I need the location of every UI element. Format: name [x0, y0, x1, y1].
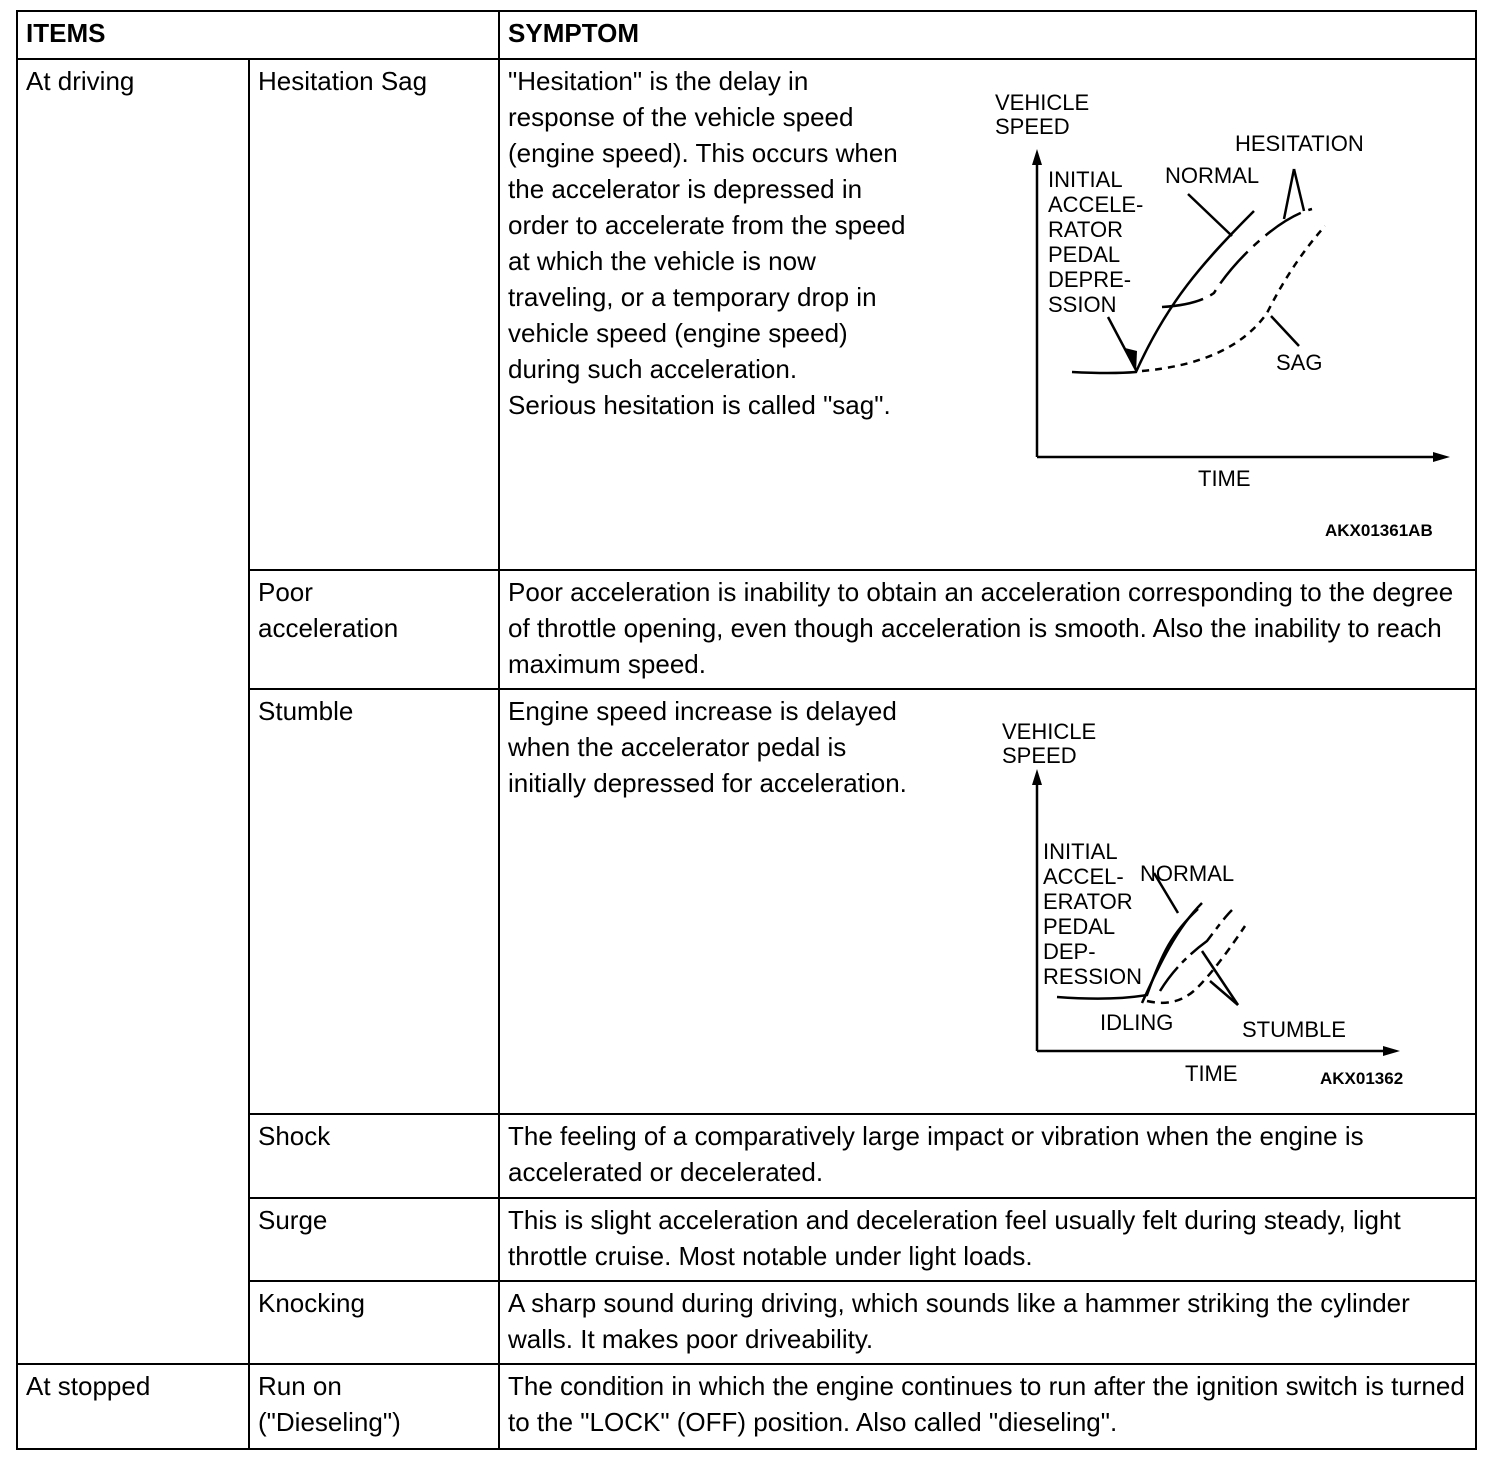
- item-knocking: Knocking: [249, 1281, 499, 1364]
- item-surge: Surge: [249, 1198, 499, 1281]
- item-shock: Shock: [249, 1114, 499, 1198]
- initial-label-2: ACCELE-: [1048, 192, 1144, 217]
- sag-label: SAG: [1276, 350, 1323, 375]
- item-stumble: Stumble: [249, 689, 499, 1114]
- stumble-label: STUMBLE: [1242, 1017, 1346, 1042]
- initial-arrow-head: [1125, 348, 1137, 373]
- stumble-leader-a: [1202, 951, 1238, 1005]
- y-axis-label-1: VEHICLE: [1002, 719, 1097, 744]
- x-axis-arrow: [1383, 1046, 1400, 1056]
- hesitation-leader-b: [1294, 169, 1304, 211]
- symptom-hesitation-cell: [499, 59, 1476, 570]
- initial-label-2: ACCEL-: [1043, 864, 1124, 889]
- symptom-hesitation: "Hesitation" is the delay in response of the vehicle speed (engine speed). This occurs when the accelerator is depressed in order to accelerate from the speed at which the vehicle is now traveling, or a temporary drop in vehicle speed (engine speed) during such acceleration. Serious hesitation is called "sag".: [508, 66, 906, 420]
- hesitation-leader-a: [1284, 169, 1294, 219]
- symptom-shock: The feeling of a comparatively large impact or vibration when the engine is accelerated or decelerated.: [499, 1114, 1476, 1198]
- x-axis-label: TIME: [1185, 1061, 1238, 1086]
- symptom-run-on: The condition in which the engine continues to run after the ignition switch is turned to the "LOCK" (OFF) position. Also called "dieseling".: [499, 1364, 1476, 1449]
- header-row: [17, 11, 1476, 59]
- x-axis-arrow: [1433, 452, 1450, 462]
- symptom-knocking: A sharp sound during driving, which sounds like a hammer striking the cylinder walls. It makes poor driveability.: [499, 1281, 1476, 1364]
- figure-code: AKX01361AB: [1325, 521, 1433, 540]
- initial-label-1: INITIAL: [1048, 167, 1123, 192]
- header-items: ITEMS: [17, 11, 499, 59]
- symptom-stumble-cell: [499, 689, 1476, 1114]
- hesitation-curve: [1162, 209, 1312, 307]
- figure-code: AKX01362: [1320, 1069, 1404, 1088]
- group-at-driving: At driving: [17, 59, 249, 1364]
- table-row: [17, 59, 1476, 570]
- initial-label-4: PEDAL: [1048, 242, 1121, 267]
- y-axis-arrow: [1032, 769, 1042, 785]
- initial-label-5: DEP-: [1043, 939, 1096, 964]
- idling-label: IDLING: [1100, 1010, 1174, 1035]
- y-axis-arrow: [1032, 149, 1042, 165]
- y-axis-label-1: VEHICLE: [995, 90, 1090, 115]
- initial-label-3: ERATOR: [1043, 889, 1133, 914]
- item-hesitation-sag: Hesitation Sag: [249, 59, 499, 570]
- normal-label: NORMAL: [1140, 861, 1235, 886]
- initial-label-6: SSION: [1048, 292, 1117, 317]
- initial-label-1: INITIAL: [1043, 839, 1118, 864]
- symptom-surge: This is slight acceleration and deceleration feel usually felt during steady, light throttle cruise. Most notable under light loads.: [499, 1198, 1476, 1281]
- table-row: [17, 1364, 1476, 1449]
- symptom-stumble: Engine speed increase is delayed when the accelerator pedal is initially depressed for acceleration.: [508, 696, 907, 798]
- normal-label: NORMAL: [1165, 163, 1260, 188]
- initial-label-6: RESSION: [1043, 964, 1143, 989]
- symptom-poor-acceleration: Poor acceleration is inability to obtain an acceleration corresponding to the degree of throttle opening, even though acceleration is smooth. Also the inability to reach maximum speed.: [499, 570, 1476, 689]
- stumble-figure: [1002, 713, 1442, 1097]
- initial-label-3: RATOR: [1048, 217, 1123, 242]
- initial-label-4: PEDAL: [1043, 914, 1116, 939]
- group-at-stopped: At stopped: [17, 1364, 249, 1449]
- symptom-table: [16, 10, 1477, 1450]
- x-axis-label: TIME: [1198, 466, 1251, 491]
- y-axis-label-2: SPEED: [995, 114, 1070, 139]
- y-axis-label-2: SPEED: [1002, 743, 1077, 768]
- normal-leader: [1188, 194, 1232, 236]
- item-poor-acceleration: Poor acceleration: [249, 570, 499, 689]
- header-symptom: SYMPTOM: [499, 11, 1476, 59]
- sag-leader: [1271, 316, 1299, 346]
- initial-label-5: DEPRE-: [1048, 267, 1132, 292]
- item-run-on: Run on ("Dieseling"): [249, 1364, 499, 1449]
- hesitation-figure: [992, 83, 1476, 552]
- hesitation-label: HESITATION: [1235, 131, 1364, 156]
